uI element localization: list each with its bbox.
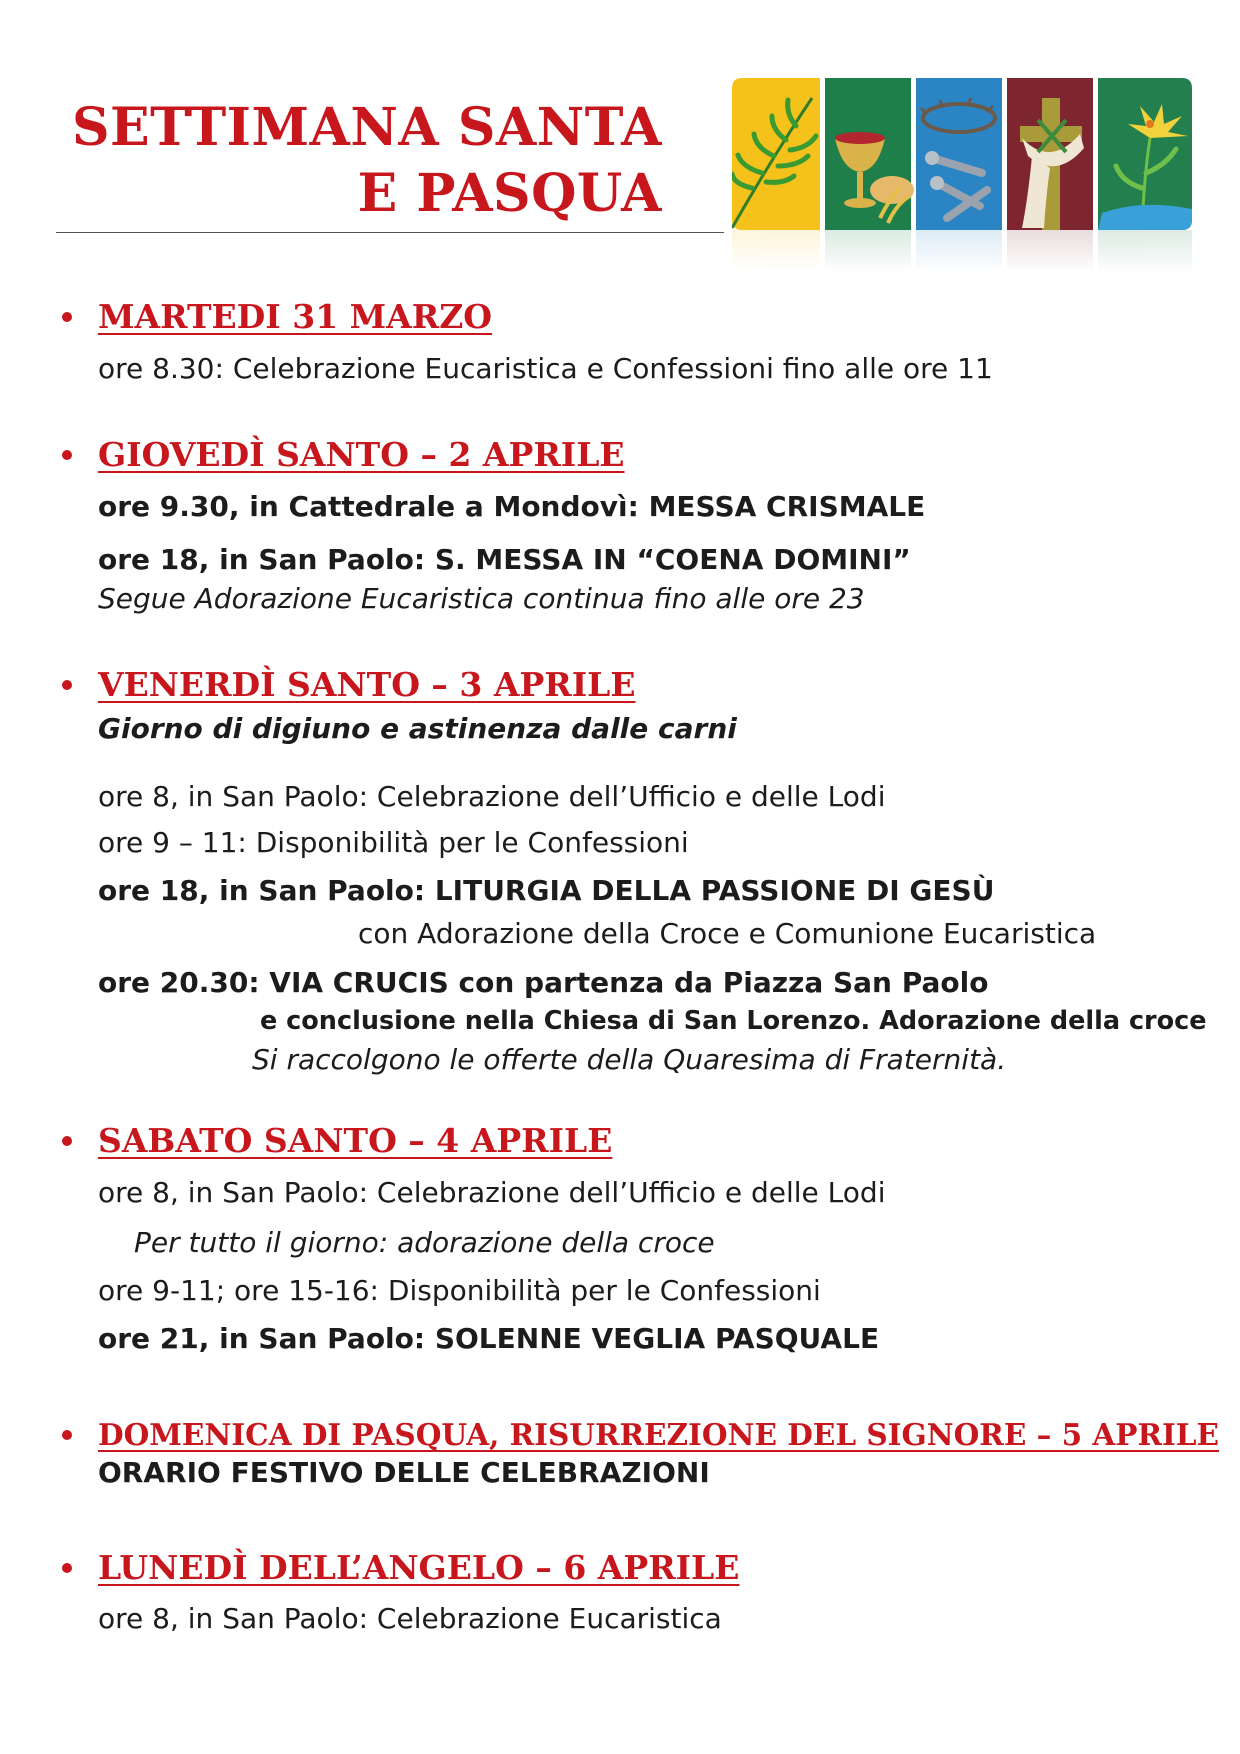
schedule-line: ore 9.30, in Cattedrale a Mondovì: MESSA CRISMALE [98, 490, 926, 523]
section-heading-martedi: MARTEDI 31 MARZO [98, 297, 493, 336]
schedule-line: ore 8, in San Paolo: Celebrazione dell’Ufficio e delle Lodi [98, 1176, 886, 1209]
page-title-line-1: SETTIMANA SANTA [71, 97, 662, 158]
schedule-note: Giorno di digiuno e astinenza dalle carni [98, 712, 737, 745]
chalice-bread-icon [825, 78, 914, 230]
section-heading-lunedi: LUNEDÌ DELL’ANGELO – 6 APRILE [98, 1548, 740, 1587]
schedule-line: ore 21, in San Paolo: SOLENNE VEGLIA PASQUALE [98, 1322, 880, 1355]
section-heading-domenica: DOMENICA DI PASQUA, RISURREZIONE DEL SIGNORE – 5 APRILE [98, 1417, 1219, 1452]
lily-icon [1098, 78, 1192, 230]
bullet-icon [62, 1136, 72, 1146]
thorns-nails-icon [916, 78, 1002, 230]
schedule-note: Per tutto il giorno: adorazione della croce [134, 1226, 715, 1259]
bullet-icon [62, 1563, 72, 1573]
schedule-line: ore 8.30: Celebrazione Eucaristica e Confessioni fino alle ore 11 [98, 352, 993, 385]
schedule-line: e conclusione nella Chiesa di San Lorenzo. Adorazione della croce [260, 1006, 1207, 1036]
section-heading-venerdi: VENERDÌ SANTO – 3 APRILE [98, 665, 636, 704]
schedule-line: con Adorazione della Croce e Comunione Eucaristica [358, 917, 1097, 950]
schedule-note: Si raccolgono le offerte della Quaresima di Fraternità. [252, 1043, 1007, 1076]
holy-week-banner [732, 78, 1192, 273]
schedule-line: ore 18, in San Paolo: LITURGIA DELLA PASSIONE DI GESÙ [98, 874, 995, 907]
page-title-line-2: E PASQUA [357, 163, 662, 224]
section-heading-sabato: SABATO SANTO – 4 APRILE [98, 1121, 613, 1160]
section-heading-giovedi: GIOVEDÌ SANTO – 2 APRILE [98, 435, 625, 474]
schedule-line: ore 8, in San Paolo: Celebrazione dell’Ufficio e delle Lodi [98, 780, 886, 813]
schedule-line: ore 9 – 11: Disponibilità per le Confessioni [98, 826, 689, 859]
title-divider [56, 232, 724, 233]
cross-shroud-icon [1007, 78, 1093, 230]
bullet-icon [62, 450, 72, 460]
bullet-icon [62, 1430, 72, 1440]
schedule-line: ore 8, in San Paolo: Celebrazione Eucaristica [98, 1602, 722, 1635]
bullet-icon [62, 312, 72, 322]
schedule-line: ore 20.30: VIA CRUCIS con partenza da Piazza San Paolo [98, 966, 989, 999]
schedule-line: ORARIO FESTIVO DELLE CELEBRAZIONI [98, 1456, 710, 1489]
palm-icon [732, 78, 820, 230]
bullet-icon [62, 680, 72, 690]
schedule-line: ore 18, in San Paolo: S. MESSA IN “COENA DOMINI” [98, 543, 911, 576]
schedule-line: ore 9-11; ore 15-16: Disponibilità per le Confessioni [98, 1274, 821, 1307]
schedule-note: Segue Adorazione Eucaristica continua fino alle ore 23 [98, 582, 865, 615]
